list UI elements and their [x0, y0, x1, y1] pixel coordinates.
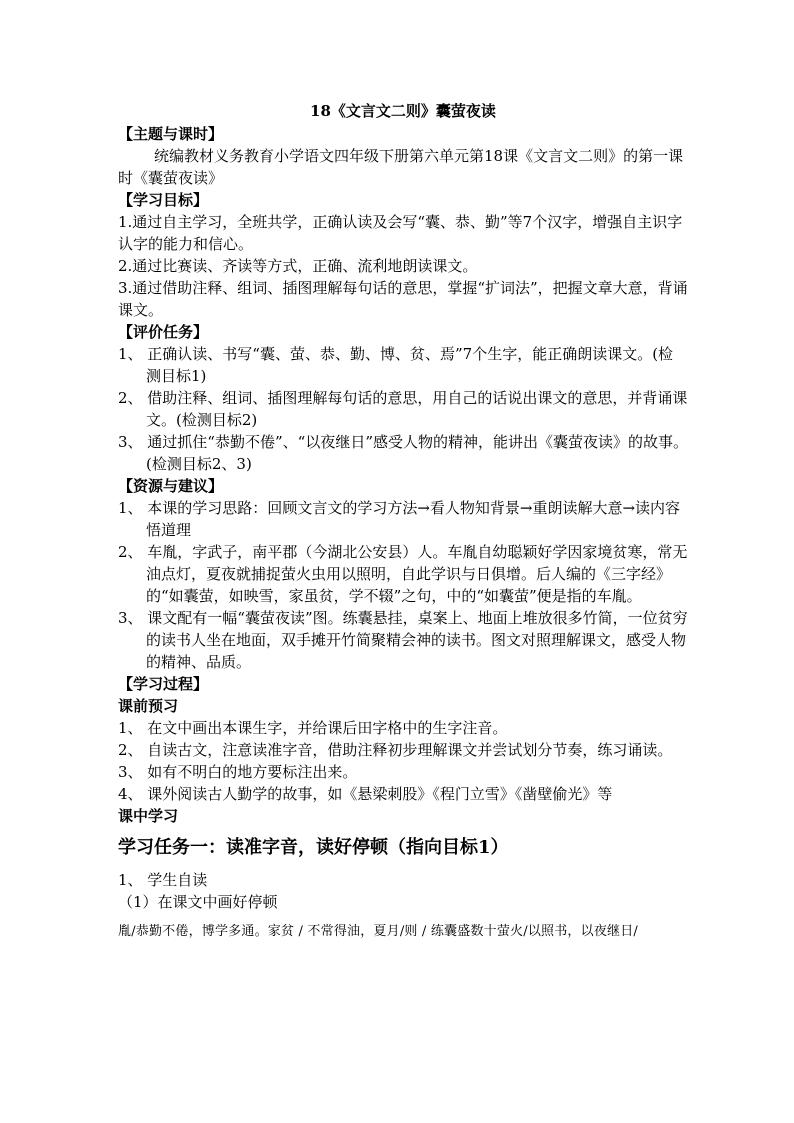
topic-heading: 【主题与课时】 — [118, 125, 224, 143]
resource-item-1: 1、 本课的学习思路：回顾文言文的学习方法→看人物知背景→重朗读解大意→读内容悟道理 — [118, 499, 681, 539]
goal-item-2: 2.通过比赛读、齐读等方式，正确、流利地朗读课文。 — [118, 257, 478, 275]
goal-item-1: 1.通过自主学习，全班共学，正确认读及会写“囊、恭、勤”等7个汉字，增强自主识字认字的能力和信心。 — [118, 213, 683, 253]
topic-text: 统编教材义务教育小学语文四年级下册第六单元第18课《文言文二则》的第一课时《囊萤夜读》 — [118, 147, 684, 187]
assessment-item-1: 1、 正确认读、书写“囊、萤、恭、勤、博、贫、焉”7个生字，能正确朗读课文。(检测目标1) — [118, 345, 674, 385]
task1-heading: 学习任务一：读准字音，读好停顿（指向目标1） — [118, 837, 509, 858]
task1-step: 1、 学生自读 — [118, 871, 208, 889]
pause-marked-text: 胤/恭勤不倦，博学多通。家贫 / 不常得油，夏月/则 / 练囊盛数十萤火/以照书，以夜继日/ — [118, 924, 639, 939]
goals-heading: 【学习目标】 — [118, 191, 209, 209]
assessment-heading: 【评价任务】 — [118, 323, 209, 341]
preview-item-1: 1、 在文中画出本课生字，并给课后田字格中的生字注音。 — [118, 719, 508, 737]
resource-item-2: 2、 车胤，字武子，南平郡（今湖北公安县）人。车胤自幼聪颖好学因家境贫寒，常无油点灯，夏夜就捕捉萤火虫用以照明，自此学识与日俱增。后人编的《三字经》的“如囊萤，如映雪，家虽贫，学不辍”之句，中的“如囊萤”便是指的车胤。 — [118, 543, 688, 605]
task1-sub: （1）在课文中画好停顿 — [118, 893, 278, 911]
goal-item-3: 3.通过借助注释、组词、插图理解每句话的意思，掌握“扩词法”，把握文章大意，背诵课文。 — [118, 279, 688, 319]
page-title: 18《文言文二则》囊萤夜读 — [310, 102, 496, 120]
resource-item-3: 3、 课文配有一幅“囊萤夜读”图。练囊悬挂，桌案上、地面上堆放很多竹简，一位贫穷的读书人坐在地面，双手摊开竹简聚精会神的读书。图文对照理解课文，感受人物的精神、品质。 — [118, 609, 688, 671]
preview-item-3: 3、 如有不明白的地方要标注出来。 — [118, 763, 358, 781]
preview-heading: 课前预习 — [118, 697, 179, 715]
assessment-item-3: 3、 通过抓住“恭勤不倦”、“以夜继日”感受人物的精神，能讲出《囊萤夜读》的故事。(检测目标2、3) — [118, 433, 688, 473]
preview-item-2: 2、 自读古文，注意读准字音，借助注释初步理解课文并尝试划分节奏，练习诵读。 — [118, 741, 673, 759]
resources-heading: 【资源与建议】 — [118, 477, 224, 495]
preview-item-4: 4、 课外阅读古人勤学的故事，如《悬梁刺股》《程门立雪》《凿壁偷光》等 — [118, 785, 613, 803]
document-body — [118, 100, 688, 943]
inclass-heading: 课中学习 — [118, 807, 179, 825]
assessment-item-2: 2、 借助注释、组词、插图理解每句话的意思，用自己的话说出课文的意思，并背诵课文。(检测目标2) — [118, 389, 688, 429]
process-heading: 【学习过程】 — [118, 675, 209, 693]
